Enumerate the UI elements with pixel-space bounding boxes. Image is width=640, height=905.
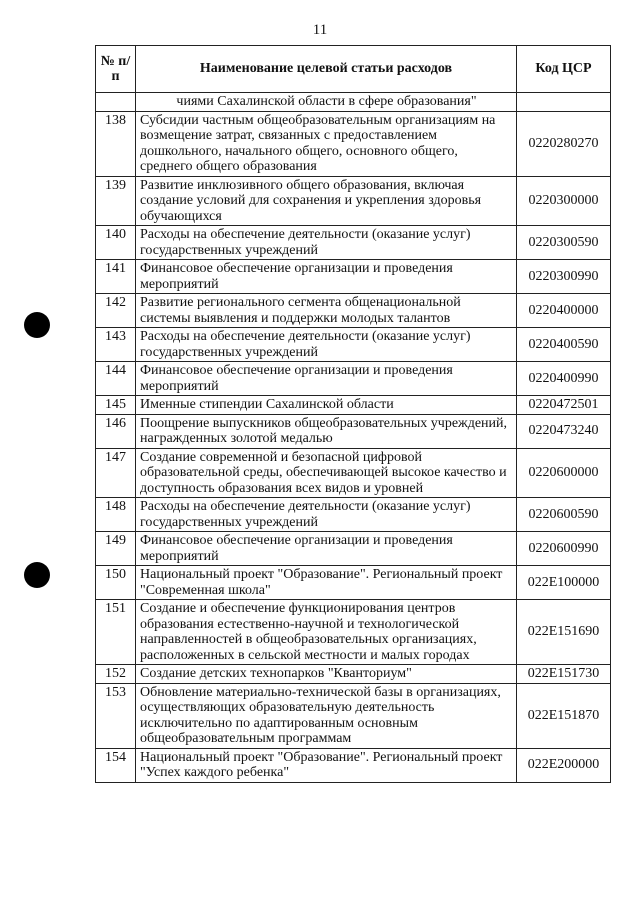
cell-num: 138 xyxy=(96,111,136,176)
cell-num: 141 xyxy=(96,260,136,294)
table-row xyxy=(96,683,611,748)
cell-num xyxy=(96,93,136,112)
cell-code: 0220600000 xyxy=(517,448,611,498)
cell-name: Именные стипендии Сахалинской области xyxy=(136,396,517,415)
cell-name: Расходы на обеспечение деятельности (оказание услуг) государственных учреждений xyxy=(136,226,517,260)
cell-code: 022E151690 xyxy=(517,600,611,665)
punch-hole-mark xyxy=(24,562,50,588)
cell-num: 154 xyxy=(96,748,136,782)
table-row xyxy=(96,414,611,448)
cell-name: Создание детских технопарков "Кванториум" xyxy=(136,665,517,684)
cell-name: Субсидии частным общеобразовательным организациям на возмещение затрат, связанных с предоставлением дошкольного, начального общего, основного общего, среднего общего образования xyxy=(136,111,517,176)
cell-code: 0220473240 xyxy=(517,414,611,448)
table-row xyxy=(96,176,611,226)
expense-items-table xyxy=(95,45,611,783)
cell-num: 149 xyxy=(96,532,136,566)
cell-name: Финансовое обеспечение организации и проведения мероприятий xyxy=(136,362,517,396)
cell-code: 0220300590 xyxy=(517,226,611,260)
cell-name: Поощрение выпускников общеобразовательных учреждений, награжденных золотой медалью xyxy=(136,414,517,448)
cell-code: 022E151870 xyxy=(517,683,611,748)
cell-code: 0220280270 xyxy=(517,111,611,176)
cell-name: Создание современной и безопасной цифровой образовательной среды, обеспечивающей высокое качество и доступность образования всех видов и уровней xyxy=(136,448,517,498)
cell-name: Финансовое обеспечение организации и проведения мероприятий xyxy=(136,260,517,294)
table-row xyxy=(96,226,611,260)
cell-code: 0220600990 xyxy=(517,532,611,566)
cell-name: Развитие регионального сегмента общенациональной системы выявления и поддержки молодых талантов xyxy=(136,294,517,328)
cell-code: 0220300000 xyxy=(517,176,611,226)
cell-name: Развитие инклюзивного общего образования, включая создание условий для сохранения и укрепления здоровья обучающихся xyxy=(136,176,517,226)
header-code: Код ЦСР xyxy=(517,46,611,93)
cell-name: Обновление материально-технической базы в организациях, осуществляющих образовательную деятельность исключительно по адаптированным основным общеобразовательным программам xyxy=(136,683,517,748)
cell-num: 145 xyxy=(96,396,136,415)
table-header-row xyxy=(96,46,611,93)
punch-hole-mark xyxy=(24,312,50,338)
table-row xyxy=(96,748,611,782)
table-row xyxy=(96,260,611,294)
cell-code: 0220300990 xyxy=(517,260,611,294)
header-name: Наименование целевой статьи расходов xyxy=(136,46,517,93)
cell-code: 0220600590 xyxy=(517,498,611,532)
table-row xyxy=(96,665,611,684)
cell-code: 0220400590 xyxy=(517,328,611,362)
cell-num: 153 xyxy=(96,683,136,748)
table-row xyxy=(96,111,611,176)
cell-code xyxy=(517,93,611,112)
table-row xyxy=(96,532,611,566)
table-row xyxy=(96,448,611,498)
cell-code: 022E151730 xyxy=(517,665,611,684)
cell-num: 147 xyxy=(96,448,136,498)
cell-num: 140 xyxy=(96,226,136,260)
cell-num: 142 xyxy=(96,294,136,328)
cell-code: 0220400990 xyxy=(517,362,611,396)
cell-name: Расходы на обеспечение деятельности (оказание услуг) государственных учреждений xyxy=(136,328,517,362)
cell-name: Национальный проект "Образование". Региональный проект "Современная школа" xyxy=(136,566,517,600)
table-row xyxy=(96,328,611,362)
cell-num: 144 xyxy=(96,362,136,396)
cell-code: 022E100000 xyxy=(517,566,611,600)
table-row xyxy=(96,566,611,600)
cell-num: 150 xyxy=(96,566,136,600)
header-num: № п/п xyxy=(96,46,136,93)
table-row xyxy=(96,600,611,665)
cell-name: чиями Сахалинской области в сфере образования" xyxy=(136,93,517,112)
cell-code: 0220472501 xyxy=(517,396,611,415)
table-row-continuation xyxy=(96,93,611,112)
table-row xyxy=(96,294,611,328)
cell-name: Расходы на обеспечение деятельности (оказание услуг) государственных учреждений xyxy=(136,498,517,532)
page-number: 11 xyxy=(312,22,328,38)
cell-num: 139 xyxy=(96,176,136,226)
cell-name: Создание и обеспечение функционирования центров образования естественно-научной и технологической направленностей в общеобразовательных организациях, расположенных в сельской местности и малых городах xyxy=(136,600,517,665)
cell-num: 148 xyxy=(96,498,136,532)
table-row xyxy=(96,362,611,396)
cell-num: 143 xyxy=(96,328,136,362)
cell-num: 151 xyxy=(96,600,136,665)
cell-num: 152 xyxy=(96,665,136,684)
cell-name: Финансовое обеспечение организации и проведения мероприятий xyxy=(136,532,517,566)
cell-name: Национальный проект "Образование". Региональный проект "Успех каждого ребенка" xyxy=(136,748,517,782)
cell-code: 0220400000 xyxy=(517,294,611,328)
cell-code: 022E200000 xyxy=(517,748,611,782)
cell-num: 146 xyxy=(96,414,136,448)
table-row xyxy=(96,498,611,532)
table-row xyxy=(96,396,611,415)
